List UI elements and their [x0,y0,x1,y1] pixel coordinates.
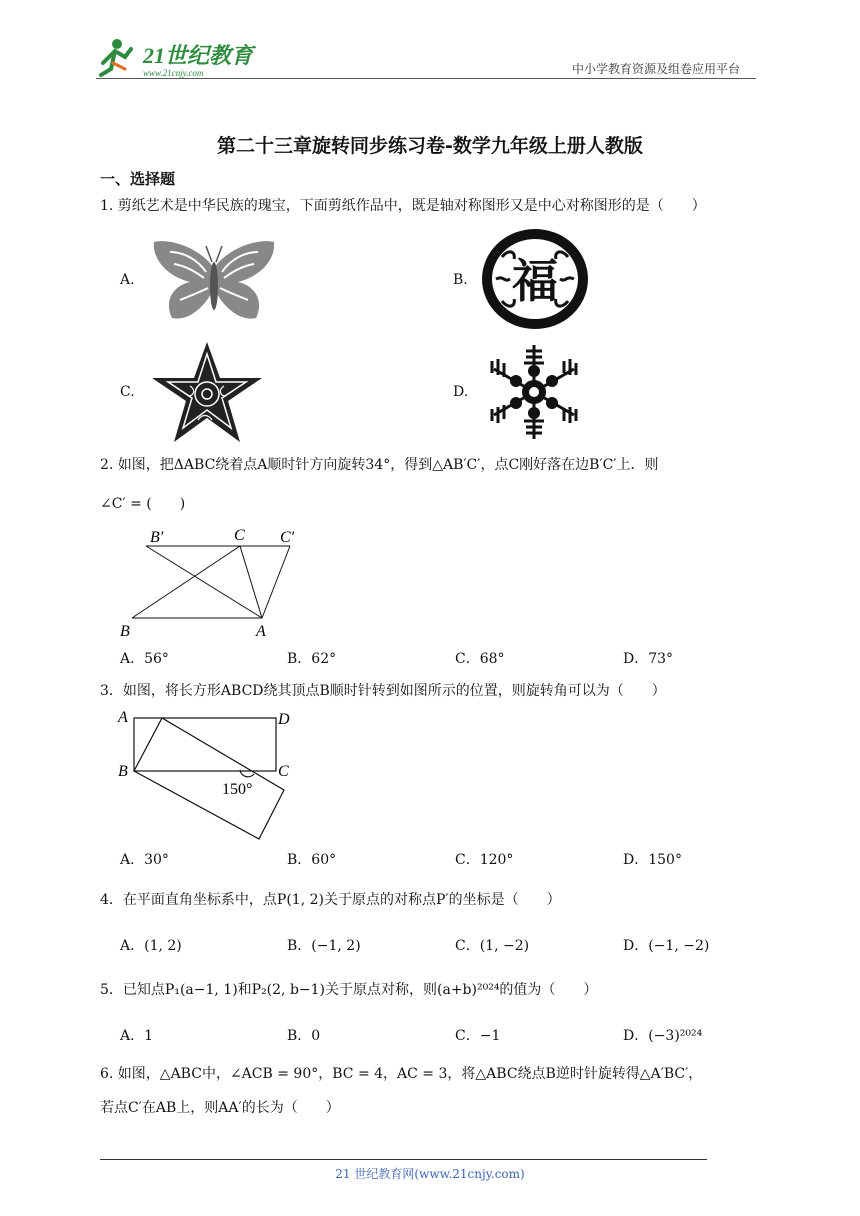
question-6-text: 6. 如图，△ABC中，∠ACB = 90°，BC = 4，AC = 3，将△ABC绕点B逆时针旋转得△A′BC′， [100,1066,703,1082]
label-a: A [118,709,128,726]
q1-option-b-label: B. [453,272,468,288]
q4-option-b: B．(−1, 2) [287,938,361,954]
butterfly-papercut-icon [150,238,278,324]
q1-option-d-label: D. [453,384,469,400]
q5-option-a: A．1 [120,1028,154,1044]
question-6-text-2: 若点C′在AB上，则AA′的长为（ ） [100,1100,340,1116]
q4-option-a: A．(1, 2) [120,938,182,954]
header-divider [96,78,756,79]
question-3-text: 3．如图，将长方形ABCD绕其顶点B顺时针转到如图所示的位置，则旋转角可以为（ ） [100,683,666,699]
q5-option-b: B．0 [287,1028,321,1044]
fu-character-papercut-icon [480,227,590,331]
label-150-degree: 150° [222,781,253,798]
q1-option-a-label: A. [120,272,135,288]
q2-triangle-figure [112,522,312,642]
label-b-prime: B′ [150,529,164,546]
fu-glyph: 福 [512,256,558,307]
question-2-text-2: ∠C′ = ( ) [100,496,186,512]
q4-option-c: C．(1, −2) [455,938,530,954]
snowflake-papercut-icon [488,343,580,441]
label-b: B [120,623,130,640]
footer-divider [100,1159,707,1160]
label-b: B [118,763,128,780]
runner-logo-icon [95,35,265,80]
q3-option-d: D．150° [623,852,682,868]
page-title: 第二十三章旋转同步练习卷-数学九年级上册人教版 [217,135,643,157]
label-c: C [278,763,289,780]
footer-link[interactable]: 21 世纪教育网(www.21cnjy.com) [335,1167,525,1181]
question-5-text: 5．已知点P₁(a−1, 1)和P₂(2, b−1)关于原点对称，则(a+b)²⁰²⁴的值为（ ） [100,982,598,998]
question-4-text: 4．在平面直角坐标系中，点P(1, 2)关于原点的对称点P′的坐标是（ ） [100,892,561,908]
label-a: A [256,623,266,640]
logo [95,35,265,80]
q2-option-b: B．62° [287,651,337,667]
q3-option-a: A．30° [120,852,169,868]
q3-rectangle-figure [112,704,312,844]
label-d: D [278,711,290,728]
q3-option-c: C．120° [455,852,514,868]
star-papercut-icon [150,340,264,444]
q2-option-a: A．56° [120,651,169,667]
question-2-text: 2. 如图，把ΔABC绕着点A顺时针方向旋转34°，得到△AB′C′，点C刚好落在边B′C′上．则 [100,457,659,473]
logo-url: www.21cnjy.com [143,68,204,78]
q4-option-d: D．(−1, −2) [623,938,710,954]
question-1-text: 1. 剪纸艺术是中华民族的瑰宝，下面剪纸作品中，既是轴对称图形又是中心对称图形的是（ ） [100,198,706,214]
logo-text: 21世纪教育 [143,43,254,68]
label-c: C [234,527,245,544]
platform-name: 中小学教育资源及组卷应用平台 [572,62,741,76]
q2-option-c: C．68° [455,651,505,667]
q3-option-b: B．60° [287,852,337,868]
q5-option-c: C．−1 [455,1028,501,1044]
label-c-prime: C′ [280,529,295,546]
q1-option-c-label: C. [120,384,135,400]
section-heading: 一、选择题 [100,170,176,188]
q5-option-d: D．(−3)²⁰²⁴ [623,1028,703,1044]
q2-option-d: D．73° [623,651,674,667]
